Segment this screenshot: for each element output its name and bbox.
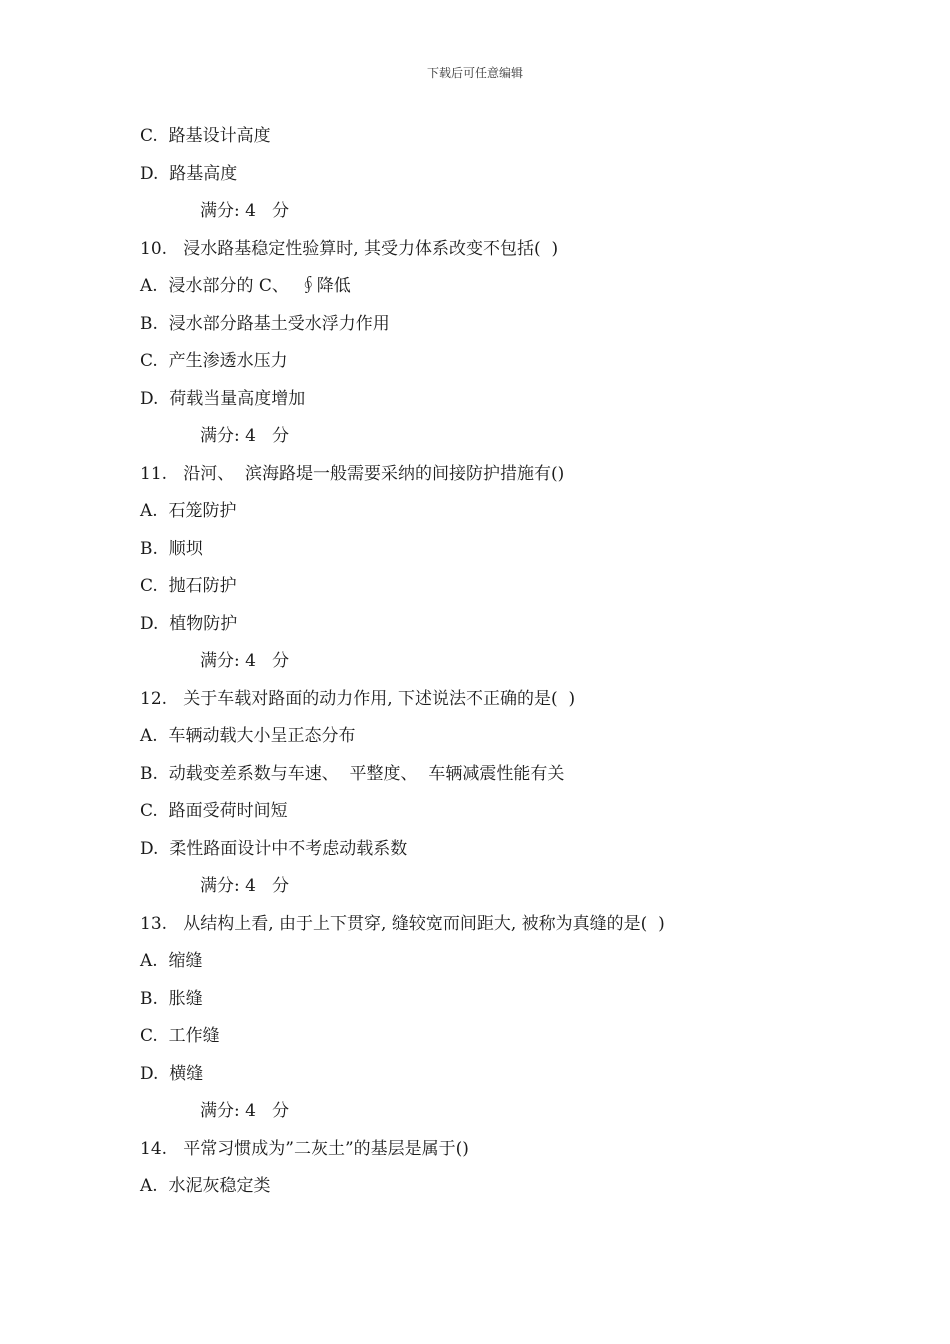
option-line: A. 缩缝 bbox=[140, 951, 203, 971]
option-line: C. 路面受荷时间短 bbox=[140, 801, 288, 821]
option-line: B. 浸水部分路基土受水浮力作用 bbox=[140, 313, 390, 334]
score-line: 满分: 4 分 bbox=[200, 201, 290, 221]
option-line: C. 产生渗透水压力 bbox=[140, 351, 288, 371]
question-line: 13. 从结构上看, 由于上下贯穿, 缝较宽而间距大, 被称为真缝的是( ) bbox=[140, 913, 665, 934]
score-line: 满分: 4 分 bbox=[200, 876, 290, 896]
option-line: C. 路基设计高度 bbox=[140, 126, 271, 146]
page-header: 下载后可任意编辑 bbox=[426, 66, 523, 80]
option-line: B. 胀缝 bbox=[140, 988, 203, 1009]
question-line: 14. 平常习惯成为”二灰土”的基层是属于() bbox=[140, 1138, 469, 1159]
score-line: 满分: 4 分 bbox=[200, 1101, 290, 1121]
option-line: D. 柔性路面设计中不考虑动载系数 bbox=[140, 838, 408, 859]
document-body bbox=[140, 118, 840, 1206]
score-line: 满分: 4 分 bbox=[200, 651, 290, 671]
option-line: A. 浸水部分的 C、 ∮降低 bbox=[140, 276, 351, 296]
option-line: A. 水泥灰稳定类 bbox=[140, 1176, 271, 1196]
option-line: D. 横缝 bbox=[140, 1063, 204, 1084]
option-line: C. 工作缝 bbox=[140, 1026, 220, 1046]
option-line: A. 石笼防护 bbox=[140, 501, 237, 521]
option-line: C. 抛石防护 bbox=[140, 576, 237, 596]
question-line: 12. 关于车载对路面的动力作用, 下述说法不正确的是( ) bbox=[140, 688, 576, 709]
question-line: 10. 浸水路基稳定性验算时, 其受力体系改变不包括( ) bbox=[140, 238, 559, 259]
option-line: D. 植物防护 bbox=[140, 613, 238, 634]
question-line: 11. 沿河、 滨海路堤一般需要采纳的间接防护措施有() bbox=[140, 463, 565, 484]
option-line: A. 车辆动载大小呈正态分布 bbox=[140, 726, 356, 746]
option-line: B. 顺坝 bbox=[140, 538, 203, 559]
option-line: D. 荷载当量高度增加 bbox=[140, 388, 306, 409]
score-line: 满分: 4 分 bbox=[200, 426, 290, 446]
option-line: B. 动载变差系数与车速、 平整度、 车辆减震性能有关 bbox=[140, 763, 565, 784]
option-line: D. 路基高度 bbox=[140, 163, 238, 184]
